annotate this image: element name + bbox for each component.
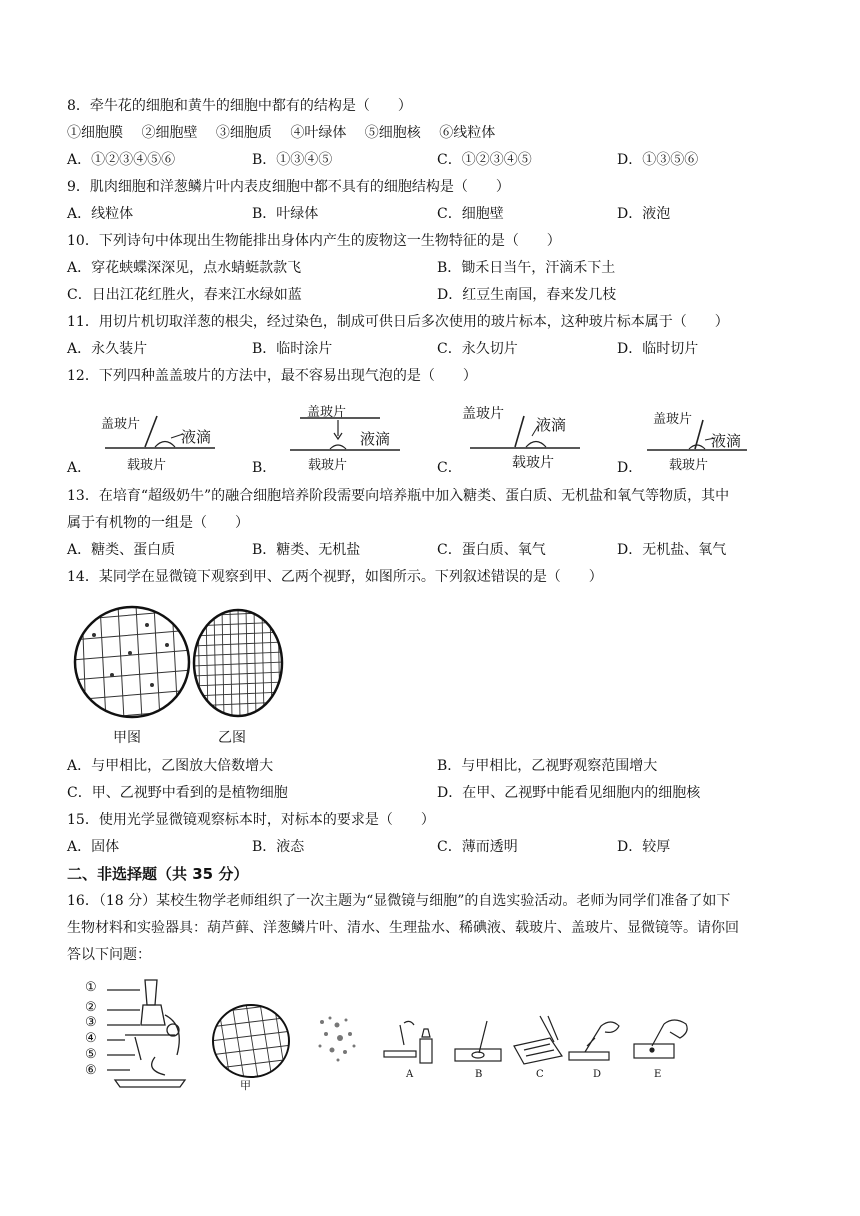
q16-line1: 16．（18 分）某校生物学老师组织了一次主题为“显微镜与细胞”的自选实验活动。老师为同学们准备了如下 <box>67 893 731 909</box>
q8-option-c: C．①②③④⑤ <box>437 152 532 168</box>
q16-field-jia <box>210 1003 292 1093</box>
q14-stem: 14．某同学在显微镜下观察到甲、乙两个视野，如图所示。下列叙述错误的是（ ） <box>67 569 603 585</box>
q11-stem: 11．用切片机切取洋葱的根尖，经过染色，制成可供日后多次使用的玻片标本，这种玻片标本属于（ ） <box>67 314 729 330</box>
q16-step-e <box>630 1012 696 1085</box>
q12-c-slide-label: 载玻片 <box>512 455 554 471</box>
q12-a-cover-label: 盖玻片 <box>101 417 141 432</box>
q13-option-b: B．糖类、无机盐 <box>252 542 361 558</box>
q12-d-slide-label: 载玻片 <box>669 458 709 473</box>
q12-d-cover-label: 盖玻片 <box>653 412 693 427</box>
q16-label-3: ③ <box>85 1015 97 1030</box>
q16-microscope-figure <box>85 975 210 1090</box>
q8-option-d: D．①③⑤⑥ <box>617 152 699 168</box>
q13-stem-line1: 13．在培育“超级奶牛”的融合细胞培养阶段需要向培养瓶中加入糖类、蛋白质、无机盐和氧气等物质，其中 <box>67 488 730 504</box>
q9-option-a: A．线粒体 <box>67 206 134 222</box>
q12-b-slide-label: 载玻片 <box>308 458 348 473</box>
q16-step-d <box>565 1012 627 1085</box>
q12-option-c: C． <box>437 460 462 476</box>
q13-option-d: D．无机盐、氧气 <box>617 542 727 558</box>
q10-option-c: C．日出江花红胜火，春来江水绿如蓝 <box>67 287 302 303</box>
q16-step-c-label: C <box>536 1069 544 1080</box>
q12-option-d: D． <box>617 460 643 476</box>
q16-line2: 生物材料和实验器具：葫芦藓、洋葱鳞片叶、清水、生理盐水、稀碘液、载玻片、盖玻片、显微镜等。请你回 <box>67 920 739 936</box>
q9-option-b: B．叶绿体 <box>252 206 319 222</box>
q14-field-yi <box>192 608 284 718</box>
q12-d-drop-label: 液滴 <box>711 432 742 450</box>
section2-title: 二、非选择题（共 35 分） <box>67 865 249 883</box>
q12-a-drop-label: 液滴 <box>181 428 212 446</box>
q16-label-2: ② <box>85 1000 97 1015</box>
q10-stem: 10．下列诗句中体现出生物能排出身体内产生的废物这一生物特征的是（ ） <box>67 233 561 249</box>
q16-step-a <box>380 1015 440 1085</box>
q15-option-d: D．较厚 <box>617 839 671 855</box>
q12-option-a: A． <box>67 460 92 476</box>
q14-fig-jia-label: 甲图 <box>113 730 141 746</box>
q11-option-d: D．临时切片 <box>617 341 699 357</box>
q10-option-a: A．穿花蛱蝶深深见，点水蜻蜓款款飞 <box>67 260 302 276</box>
q16-fig-jia-label: 甲 <box>240 1079 251 1092</box>
q8-option-a: A．①②③④⑤⑥ <box>67 152 176 168</box>
q14-fig-yi-label: 乙图 <box>218 730 246 746</box>
q11-option-a: A．永久装片 <box>67 341 148 357</box>
q10-option-d: D．红豆生南国，春来发几枝 <box>437 287 617 303</box>
q13-option-a: A．糖类、蛋白质 <box>67 542 176 558</box>
q16-step-e-label: E <box>654 1069 662 1080</box>
q12-b-drop-label: 液滴 <box>360 430 391 448</box>
q16-label-4: ④ <box>85 1031 97 1046</box>
q14-option-a: A．与甲相比，乙图放大倍数增大 <box>67 758 274 774</box>
q8-items: ①细胞膜 ②细胞壁 ③细胞质 ④叶绿体 ⑤细胞核 ⑥线粒体 <box>67 125 496 141</box>
q9-stem: 9．肌肉细胞和洋葱鳞片叶内表皮细胞中都不具有的细胞结构是（ ） <box>67 179 510 195</box>
q16-step-a-label: A <box>406 1069 414 1080</box>
q16-line3: 答以下问题： <box>67 947 151 963</box>
q16-label-1: ① <box>85 980 97 995</box>
q16-step-b-label: B <box>475 1069 483 1080</box>
q12-diagram-b <box>280 398 410 473</box>
q13-stem-line2: 属于有机物的一组是（ ） <box>67 515 249 531</box>
q14-option-b: B．与甲相比，乙视野观察范围增大 <box>437 758 658 774</box>
q11-option-c: C．永久切片 <box>437 341 518 357</box>
q12-option-b: B． <box>252 460 277 476</box>
q12-diagram-a <box>95 398 225 473</box>
q12-c-cover-label: 盖玻片 <box>462 406 504 422</box>
q16-label-6: ⑥ <box>85 1063 97 1078</box>
q14-option-d: D．在甲、乙视野中能看见细胞内的细胞核 <box>437 785 701 801</box>
q16-step-c <box>510 1012 572 1085</box>
q12-stem: 12．下列四种盖盖玻片的方法中，最不容易出现气泡的是（ ） <box>67 368 477 384</box>
q16-step-d-label: D <box>593 1069 602 1080</box>
q16-cell-smear <box>312 1010 362 1065</box>
q11-option-b: B．临时涂片 <box>252 341 333 357</box>
q10-option-b: B．锄禾日当午，汗滴禾下土 <box>437 260 616 276</box>
q15-stem: 15．使用光学显微镜观察标本时，对标本的要求是（ ） <box>67 812 435 828</box>
q14-option-c: C．甲、乙视野中看到的是植物细胞 <box>67 785 288 801</box>
q15-option-b: B．液态 <box>252 839 305 855</box>
q12-diagram-c <box>460 398 590 473</box>
q12-a-slide-label: 载玻片 <box>127 458 167 473</box>
q15-option-a: A．固体 <box>67 839 120 855</box>
q12-b-cover-label: 盖玻片 <box>307 405 347 420</box>
q16-step-b <box>453 1015 505 1085</box>
q14-field-jia <box>72 605 192 720</box>
q9-option-d: D．液泡 <box>617 206 671 222</box>
q8-option-b: B．①③④⑤ <box>252 152 333 168</box>
q9-option-c: C．细胞壁 <box>437 206 504 222</box>
q8-stem: 8．牵牛花的细胞和黄牛的细胞中都有的结构是（ ） <box>67 98 412 114</box>
q13-option-c: C．蛋白质、氧气 <box>437 542 546 558</box>
q12-diagram-d <box>645 398 775 473</box>
q16-label-5: ⑤ <box>85 1047 97 1062</box>
q12-c-drop-label: 液滴 <box>536 416 567 434</box>
q15-option-c: C．薄而透明 <box>437 839 518 855</box>
